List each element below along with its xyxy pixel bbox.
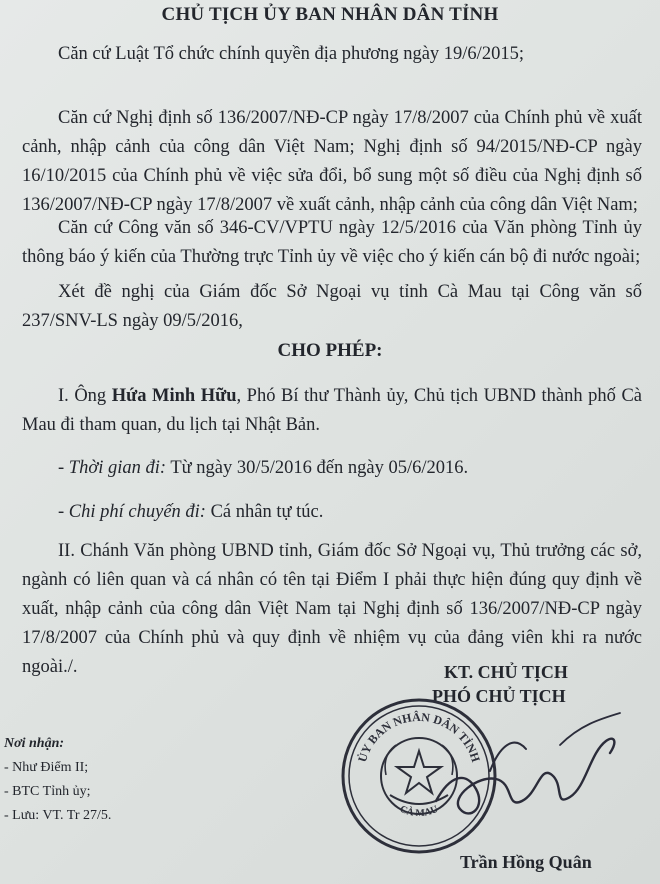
person-name: Hứa Minh Hữu bbox=[111, 386, 237, 406]
travel-time-label: - Thời gian đi: bbox=[58, 458, 167, 478]
recipient-item: - Như Điểm II; bbox=[4, 760, 89, 775]
item-1-permission: I. Ông Hứa Minh Hữu, Phó Bí thư Thành ủy, Chủ tịch UBND thành phố Cà Mau đi tham quan, du lịch tại Nhật Bản. bbox=[22, 386, 643, 435]
item-2-responsibility: II. Chánh Văn phòng UBND tỉnh, Giám đốc Sở Ngoại vụ, Thủ trưởng các sở, ngành có liên quan và cá nhân có tên tại Điểm I phải thực hiện đúng quy định về xuất, nhập cảnh của công dân Việt Nam tại Nghị định số 136/2007/NĐ-CP ngày 17/8/2007 của Chính phủ và quy định về nhiệm vụ của đảng viên khi ra nước ngoài./. bbox=[22, 541, 642, 677]
preamble-proposal: Xét đề nghị của Giám đốc Sở Ngoại vụ tỉnh Cà Mau tại Công văn số 237/SNV-LS ngày 09/5/2016, bbox=[22, 282, 642, 331]
section-heading: CHO PHÉP: bbox=[277, 340, 383, 361]
recipient-item: - BTC Tỉnh ủy; bbox=[4, 784, 91, 799]
preamble-official-letter: Căn cứ Công văn số 346-CV/VPTU ngày 12/5/2016 của Văn phòng Tỉnh ủy thông báo ý kiến của Thường trực Tỉnh ủy về việc cho ý kiến cán bộ đi nước ngoài; bbox=[22, 218, 642, 267]
signature-title-2: PHÓ CHỦ TỊCH bbox=[432, 686, 566, 706]
travel-cost bbox=[58, 502, 323, 523]
travel-time-value: Từ ngày 30/5/2016 đến ngày 05/6/2016. bbox=[166, 458, 469, 478]
signer-name: Trần Hồng Quân bbox=[460, 852, 592, 872]
preamble-law: Căn cứ Luật Tổ chức chính quyền địa phương ngày 19/6/2015; bbox=[58, 44, 524, 64]
handwritten-signature-icon bbox=[430, 705, 630, 845]
travel-cost-value: Cá nhân tự túc. bbox=[205, 502, 324, 522]
document-title: CHỦ TỊCH ỦY BAN NHÂN DÂN TỈNH bbox=[161, 4, 499, 25]
signature-title-1: KT. CHỦ TỊCH bbox=[444, 662, 568, 682]
recipients-label: Nơi nhận: bbox=[4, 736, 65, 751]
seal-text: ỦY BAN NHÂN DÂN TỈNH bbox=[354, 709, 484, 764]
seal-bottom-text: CÀ MAU bbox=[398, 803, 440, 820]
travel-cost-label: - Chi phí chuyến đi: bbox=[58, 502, 206, 522]
preamble-decree: Căn cứ Nghị định số 136/2007/NĐ-CP ngày 17/8/2007 của Chính phủ về xuất cảnh, nhập cảnh của công dân Việt Nam; Nghị định số 94/2015/NĐ-CP ngày 16/10/2015 của Chính phủ về việc sửa đổi, bổ sung một số điều của Nghị định số 136/2007/NĐ-CP ngày 17/8/2007 về xuất cảnh, nhập cảnh của công dân Việt Nam; bbox=[22, 108, 642, 215]
recipient-item: - Lưu: VT. Tr 27/5. bbox=[4, 808, 112, 823]
travel-time bbox=[58, 458, 468, 479]
recipients-list bbox=[4, 732, 111, 828]
